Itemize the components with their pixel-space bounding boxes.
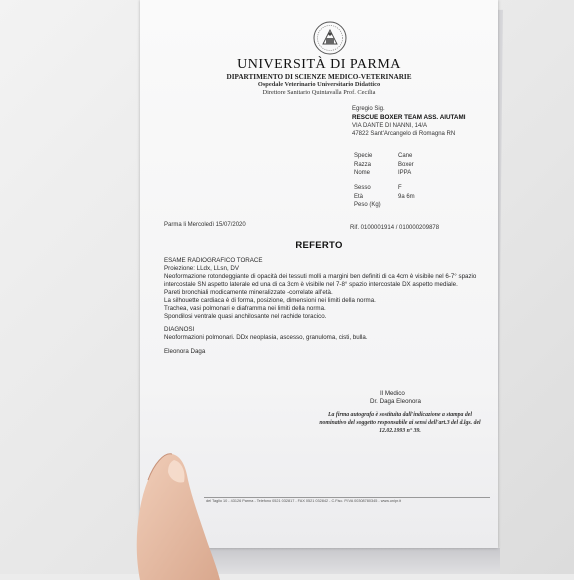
exam-line: La silhouette cardiaca è di forma, posizione, dimensioni nei limiti della norma. [164,297,376,304]
patient-value-age: 9a 6m [398,194,415,200]
recipient-name: RESCUE BOXER TEAM ASS. AIUTAMI [352,114,466,121]
patient-value-sex: F [398,185,402,191]
exam-line: Neoformazione rotondeggiante di opacità dei tessuti molli a margini ben definiti di ca 4cm è visibile nel 6-7° spazio [164,273,477,280]
patient-label-sex: Sesso [354,185,371,191]
diagnosis-text: Neoformazioni polmonari. DDx neoplasia, ascesso, granuloma, cisti, bulla. [164,334,368,341]
footer-address: del Taglio 10 - 43126 Parma - Telefono 0521 032817 - FAX 0521 032842 - C.Fisc. P.IVA 00308780345 - www.unipr.it [206,499,401,503]
exam-title: ESAME RADIOGRAFICO TORACE [164,257,263,264]
exam-line: Pareti bronchiali modicamente mineralizzate -correlate all'età. [164,289,333,296]
legal-note-line: La firma autografa è sostituita dall'indicazione a stampa del [328,412,472,418]
director-line: Direttore Sanitario Quintavalla Prof. Cecilia [262,89,376,96]
report-title: REFERTO [295,240,343,251]
signature-role: Il Medico [380,390,405,397]
legal-note-line: 12.02.1993 n° 39. [379,428,421,434]
patient-label-breed: Razza [354,162,372,168]
footer-divider [204,497,490,498]
hospital-name: Ospedale Veterinario Universitario Didattico [257,81,381,88]
recipient-street: VIA DANTE DI NANNI, 14/A [352,123,428,129]
signature-name: Dr. Daga Eleonora [370,398,421,405]
patient-label-species: Specie [354,153,373,159]
exam-line: intercostale SN aspetto laterale ed una di ca 3cm è visibile nel 7-8° spazio intercostale DX aspetto mediale. [164,281,458,288]
diagnosis-title: DIAGNOSI [164,326,195,333]
university-name: UNIVERSITÀ DI PARMA [237,57,401,72]
university-seal-icon [312,20,348,56]
patient-label-age: Età [354,194,364,200]
patient-label-weight: Peso (Kg) [354,202,381,208]
author-name: Eleonora Daga [164,348,206,355]
exam-line: Spondilosi ventrale quasi anchilosante nel rachide toracico. [164,313,327,320]
thumb-photo [128,440,220,580]
recipient-city: 47822 Sant'Arcangelo di Romagna RN [352,131,456,137]
reference-number: Rif. 0100001914 / 010000209878 [350,225,440,231]
patient-value-species: Cane [398,153,413,159]
recipient-salutation: Egregio Sig. [352,106,385,112]
legal-note-line: nominativo del soggetto responsabile ai sensi dell'art.3 del d.lgs. del [319,420,481,426]
place-date: Parma li Mercoledì 15/07/2020 [164,222,246,228]
exam-projection: Proiezione: LLdx, LLsn, DV [164,265,239,272]
patient-label-name: Nome [354,170,371,176]
exam-line: Trachea, vasi polmonari e diaframma nei limiti della norma. [164,305,326,312]
patient-value-breed: Boxer [398,162,414,168]
patient-value-name: IPPA [398,170,412,176]
department-name: DIPARTIMENTO DI SCIENZE MEDICO-VETERINARIE [226,73,412,81]
